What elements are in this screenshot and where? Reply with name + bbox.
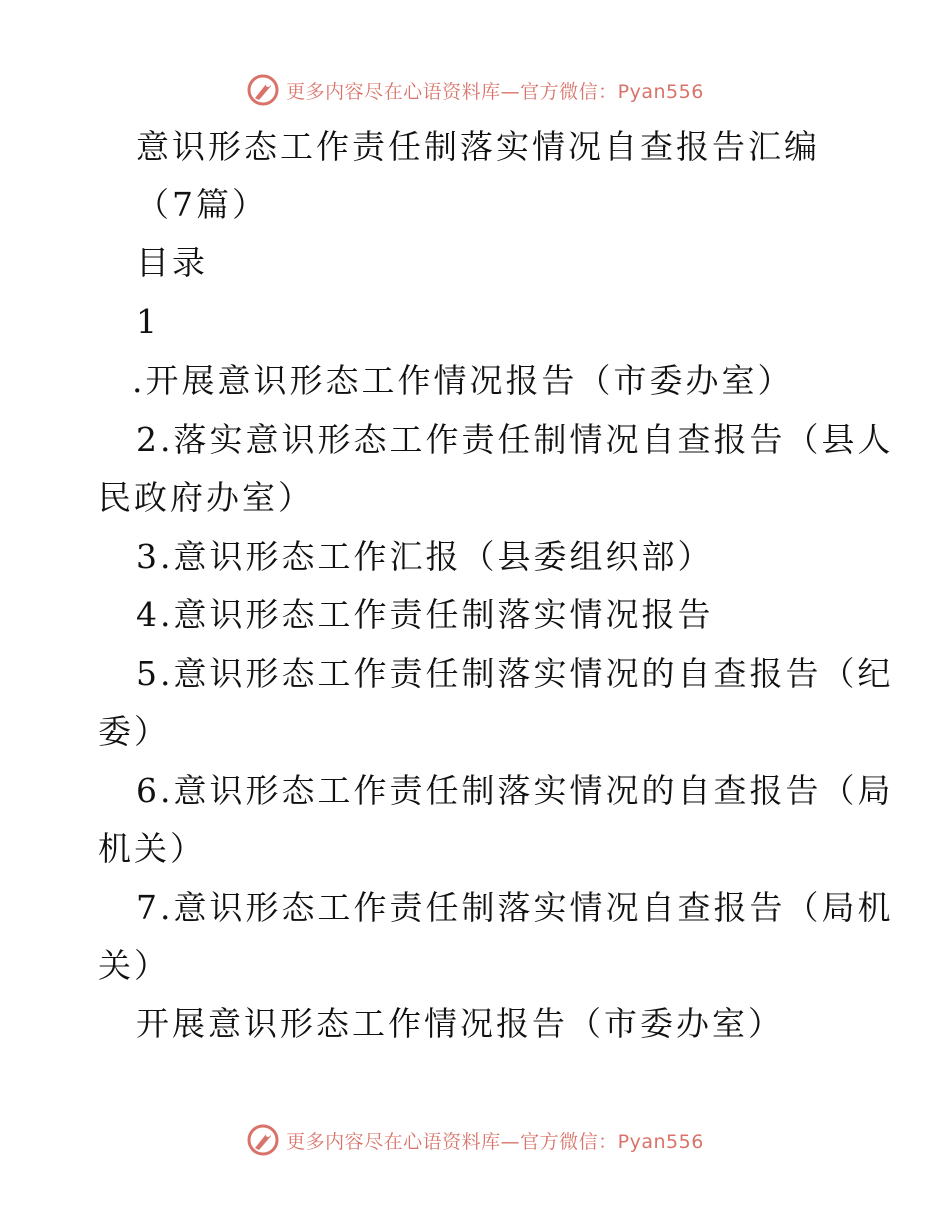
toc-number: 1 [136, 302, 160, 341]
toc-item-2: 2.落实意识形态工作责任制情况自查报告（县人 [136, 420, 894, 459]
document-title-count: （7篇） [136, 185, 268, 224]
toc-item-7-continued: 关） [98, 946, 170, 985]
toc-item-2-continued: 民政府办室） [98, 478, 314, 517]
toc-item-6: 6.意识形态工作责任制落实情况的自查报告（局 [136, 771, 894, 810]
toc-heading: 目录 [136, 243, 208, 282]
pen-nib-logo-icon [246, 1123, 280, 1157]
toc-item-6-continued: 机关） [98, 829, 206, 868]
toc-item-1: .开展意识形态工作情况报告（市委办室） [132, 361, 794, 400]
toc-item-4: 4.意识形态工作责任制落实情况报告 [136, 595, 714, 634]
toc-item-7: 7.意识形态工作责任制落实情况自查报告（局机 [136, 888, 894, 927]
document-title: 意识形态工作责任制落实情况自查报告汇编 [136, 127, 820, 166]
toc-item-3: 3.意识形态工作汇报（县委组织部） [136, 537, 714, 576]
toc-item-5: 5.意识形态工作责任制落实情况的自查报告（纪 [136, 654, 894, 693]
watermark-text: 更多内容尽在心语资料库—官方微信：Pyan556 [286, 80, 704, 103]
footer-watermark [0, 1122, 950, 1158]
section-title: 开展意识形态工作情况报告（市委办室） [136, 1004, 784, 1043]
watermark-text: 更多内容尽在心语资料库—官方微信：Pyan556 [286, 1130, 704, 1153]
toc-item-5-continued: 委） [98, 712, 170, 751]
